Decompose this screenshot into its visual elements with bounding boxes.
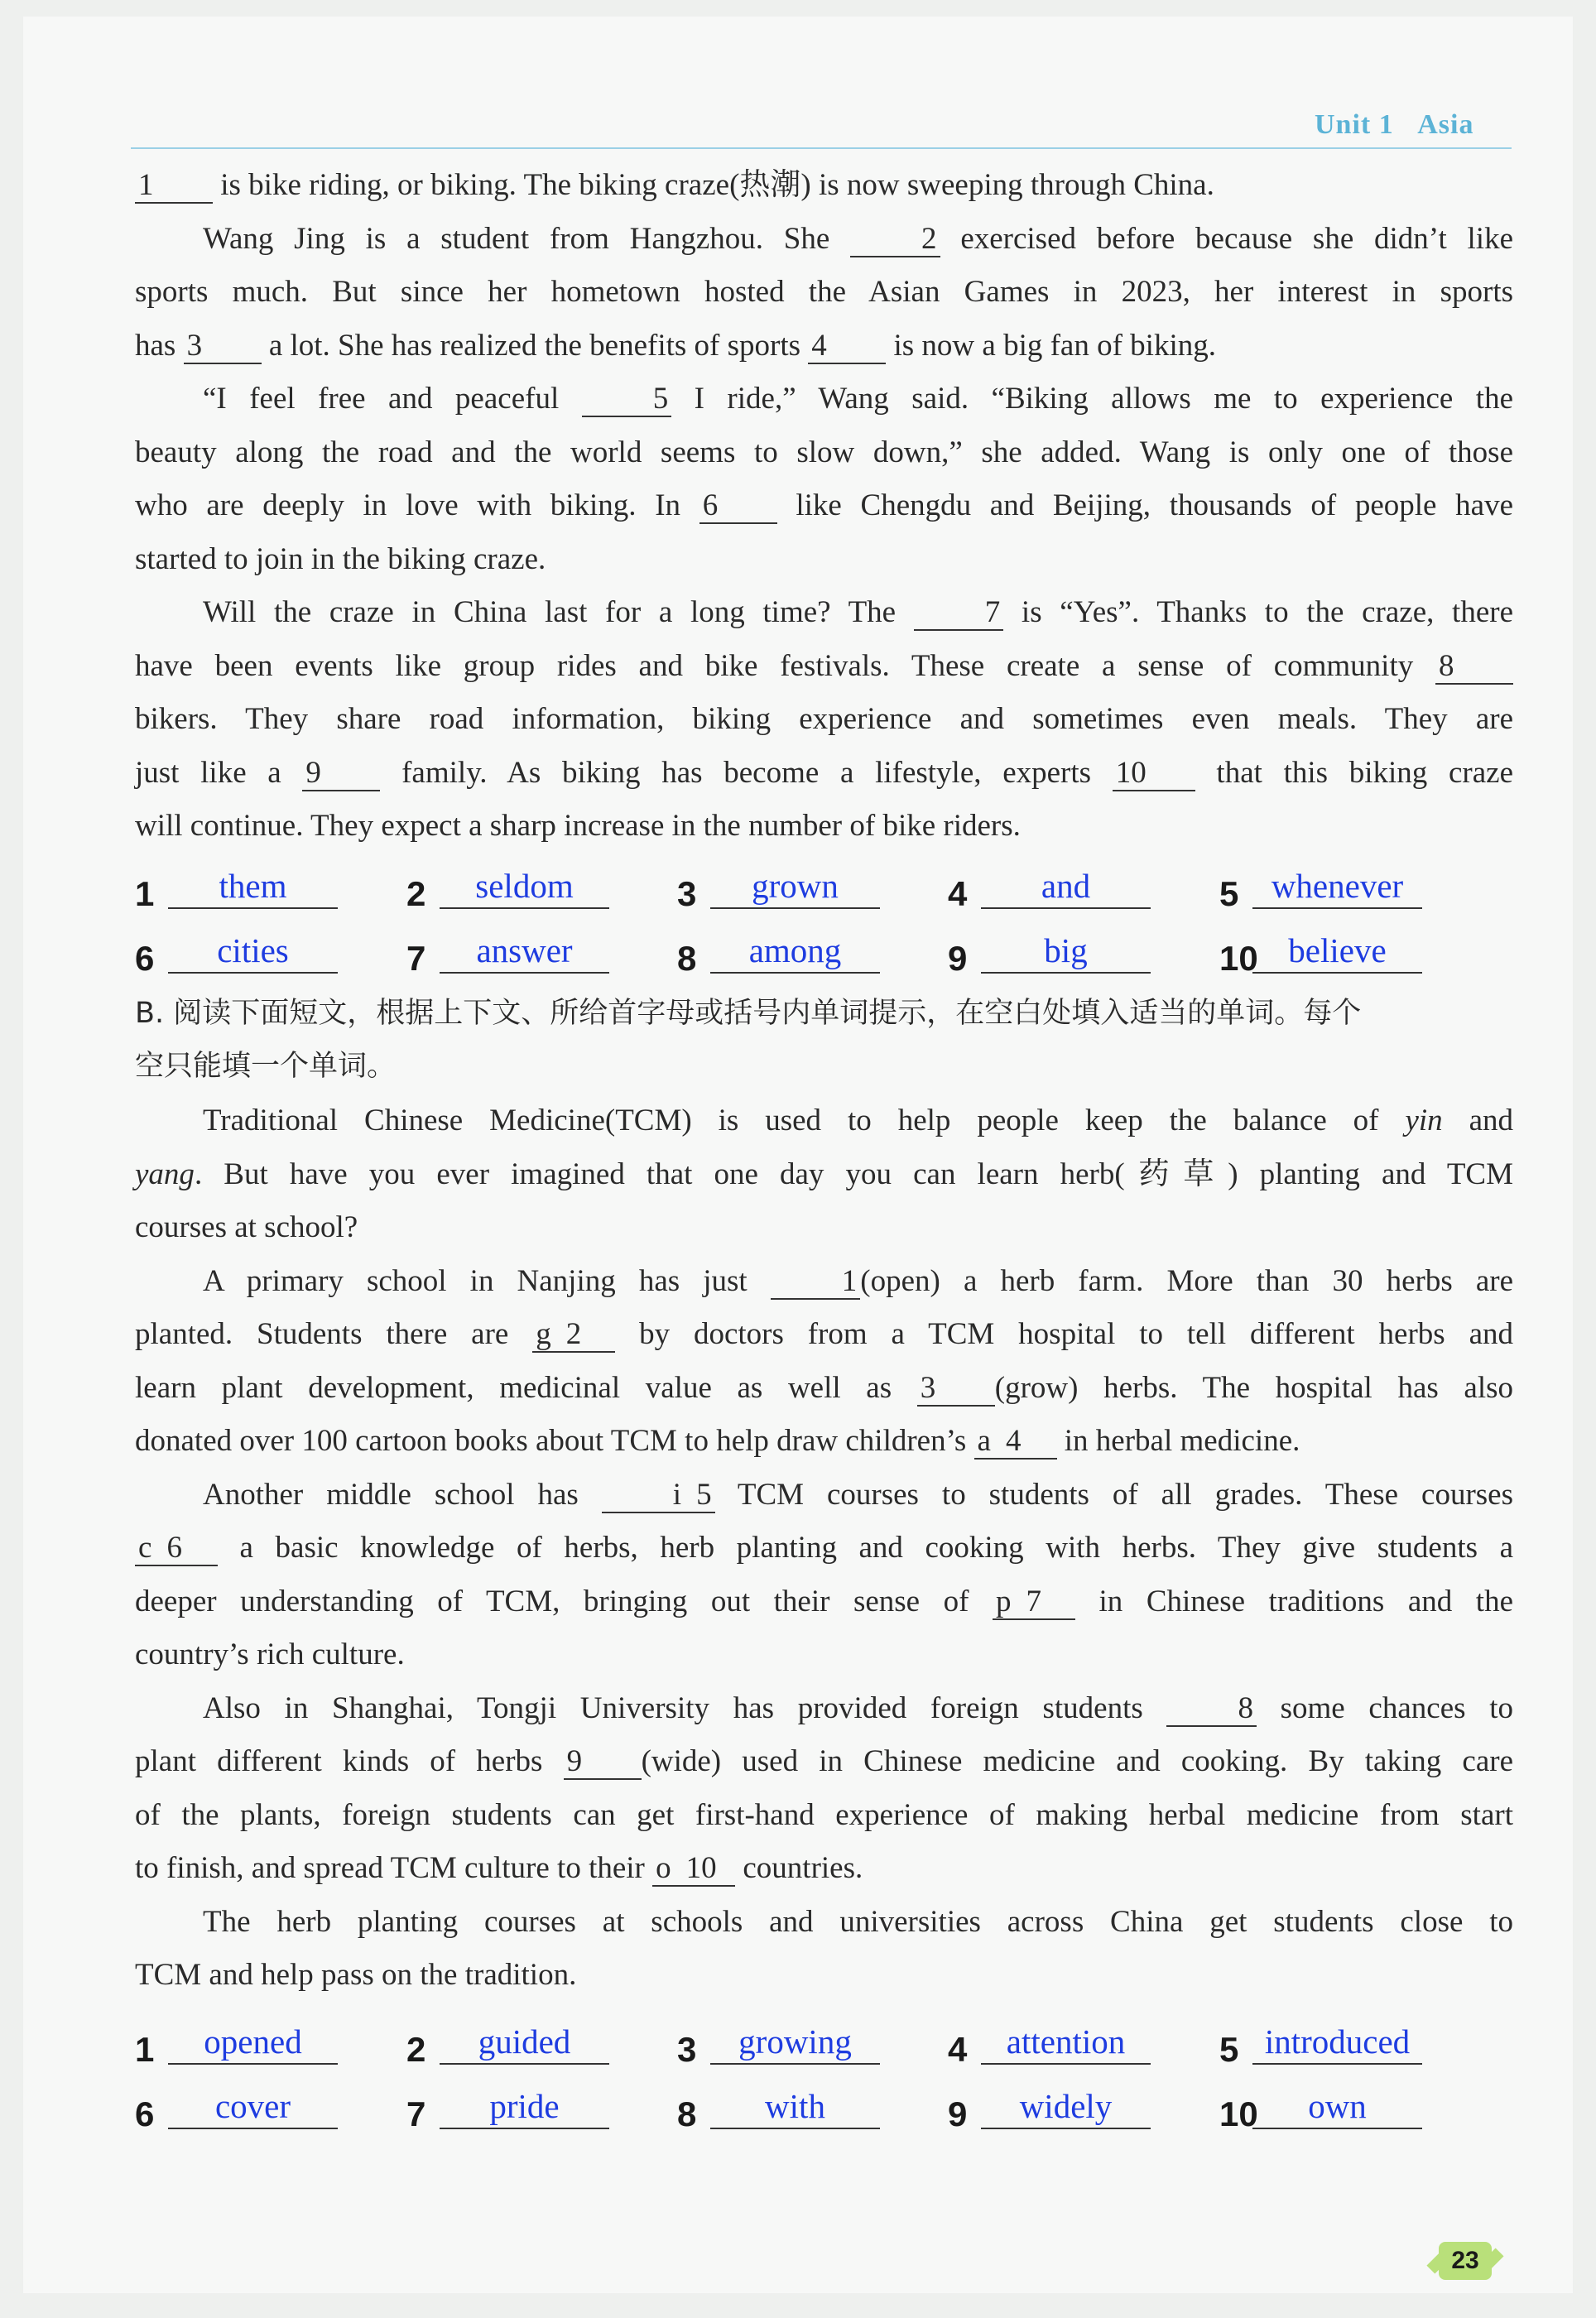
passage-text: family. As biking has become a lifestyle, experts: [380, 755, 1113, 790]
passage-text: . But have you ever imagined that one day you can learn herb(药草) planting and TCM: [194, 1157, 1513, 1191]
passage-text: like Chengdu and Beijing, thousands of people have: [776, 488, 1513, 522]
answer-field[interactable]: big: [981, 931, 1151, 974]
blank-number: 7: [1026, 1584, 1041, 1618]
answer-number: 5: [1219, 2030, 1239, 2069]
answer-number: 10: [1219, 939, 1258, 978]
passage-text: A primary school in Nanjing has just: [203, 1263, 771, 1298]
answer-field[interactable]: guided: [440, 2022, 609, 2065]
answer-field[interactable]: whenever: [1252, 866, 1422, 909]
instruction-line: B. 阅读下面短文，根据上下文、所给首字母或括号内单词提示，在空白处填入适当的单词。每个: [135, 997, 1362, 1030]
answer-number: 7: [406, 2094, 426, 2133]
passage-text: yang: [135, 1157, 195, 1191]
blank-6[interactable]: [135, 1532, 218, 1566]
blank-2[interactable]: 2: [850, 223, 940, 257]
passage-text: “I feel free and peaceful: [203, 382, 582, 416]
passage-text: sports much. But since her hometown hosted the Asian Games in 2023, her interest in sports: [135, 275, 1513, 309]
passage-text: The herb planting courses at schools and universities across China get students close to: [203, 1904, 1513, 1939]
answer-row: [135, 2008, 1526, 2073]
paragraph: [135, 1896, 1513, 2003]
blank-7[interactable]: 7: [914, 596, 1004, 631]
blank-8[interactable]: 8: [1435, 650, 1513, 685]
blank-4[interactable]: 4: [808, 329, 886, 364]
paragraph: [135, 1682, 1513, 1896]
paragraph: [135, 1469, 1513, 1682]
passage-text: Wang Jing is a student from Hangzhou. She: [203, 221, 851, 256]
passage-text: that this biking craze: [1195, 755, 1513, 790]
paragraph: [135, 213, 1513, 373]
passage-text: deeper understanding of TCM, bringing out their sense of: [135, 1584, 993, 1618]
passage-text: (wide) used in Chinese medicine and cooking. By taking care: [641, 1744, 1513, 1778]
unit-label: Unit 1: [1315, 109, 1394, 140]
passage-text: has: [135, 328, 184, 363]
page-number: 23: [1451, 2247, 1479, 2274]
answer-field[interactable]: widely: [981, 2086, 1151, 2129]
passage-text: (grow) herbs. The hospital has also: [994, 1370, 1514, 1405]
passage-text: who are deeply in love with biking. In: [135, 488, 699, 522]
answer-number: 8: [677, 2094, 697, 2133]
answer-number: 4: [948, 874, 968, 913]
blank-9[interactable]: 9: [564, 1745, 642, 1780]
answer-field[interactable]: them: [168, 866, 338, 909]
passage-text: TCM and help pass on the tradition.: [135, 1958, 577, 1992]
passage-text: and: [1442, 1104, 1513, 1137]
passage-text: of the plants, foreign students can get first-hand experience of making herbal medicine from start: [135, 1797, 1513, 1832]
blank-9[interactable]: 9: [302, 757, 380, 791]
answer-field[interactable]: cities: [168, 931, 338, 974]
passage-text: country’s rich culture.: [135, 1638, 405, 1671]
blank-number: 5: [696, 1477, 712, 1512]
blank-number: 2: [565, 1317, 582, 1351]
answer-number: 9: [948, 939, 968, 978]
answers-b: [135, 2008, 1526, 2138]
passage-text: countries.: [735, 1851, 863, 1885]
workbook-page: [23, 17, 1573, 2293]
answers-a: [135, 853, 1526, 982]
passage-text: will continue. They expect a sharp increase in the number of bike riders.: [135, 809, 1021, 843]
passage-text: donated over 100 cartoon books about TCM to help draw children’s: [135, 1424, 974, 1458]
answer-field[interactable]: opened: [168, 2022, 338, 2065]
answer-field[interactable]: grown: [710, 866, 880, 909]
passage-text: exercised before because she didn’t like: [940, 221, 1513, 256]
passage-text: bikers. They share road information, biking experience and sometimes even meals. They are: [135, 702, 1513, 736]
passage-text: is bike riding, or biking. The biking craze(热潮) is now sweeping through China.: [213, 168, 1214, 202]
answer-number: 1: [135, 2030, 155, 2069]
paragraph: [135, 1094, 1513, 1255]
passage-text: in herbal medicine.: [1056, 1424, 1300, 1458]
passage-text: some chances to: [1256, 1690, 1513, 1725]
blank-1[interactable]: 1: [771, 1265, 861, 1300]
page-number-badge: [1439, 2242, 1492, 2280]
unit-header: [1315, 109, 1473, 141]
answer-number: 10: [1219, 2094, 1258, 2133]
passage-text: a basic knowledge of herbs, herb planting and cooking with herbs. They give students a: [218, 1531, 1513, 1565]
hint-letter: i: [672, 1477, 682, 1512]
section-b-instructions: [135, 987, 1513, 1093]
paragraph: [135, 373, 1513, 586]
passage-text: just like a: [135, 755, 303, 790]
answer-field[interactable]: and: [981, 866, 1151, 909]
answer-row: [135, 917, 1526, 982]
answer-field[interactable]: growing: [710, 2022, 880, 2065]
passage-text: by doctors from a TCM hospital to tell different herbs and: [615, 1317, 1513, 1351]
passage-text: beauty along the road and the world seems to slow down,” she added. Wang is only one of those: [135, 435, 1513, 469]
answer-number: 1: [135, 874, 155, 913]
unit-topic: Asia: [1417, 109, 1474, 140]
paragraph: [135, 1255, 1513, 1469]
paragraph: [135, 586, 1513, 854]
blank-10[interactable]: [652, 1852, 735, 1887]
answer-field[interactable]: pride: [440, 2086, 609, 2129]
answer-number: 6: [135, 2094, 155, 2133]
header-rule: [131, 147, 1512, 149]
passage-text: Another middle school has: [203, 1477, 602, 1512]
answer-field[interactable]: attention: [981, 2022, 1151, 2065]
answer-number: 3: [677, 2030, 697, 2069]
blank-number: 4: [1005, 1424, 1022, 1458]
answer-field[interactable]: cover: [168, 2086, 338, 2129]
answer-row: [135, 2073, 1526, 2138]
hint-letter: a: [977, 1424, 991, 1458]
passage-text: I ride,” Wang said. “Biking allows me to experience the: [671, 382, 1514, 416]
answer-field[interactable]: own: [1252, 2086, 1422, 2129]
answer-field[interactable]: answer: [440, 931, 609, 974]
blank-3[interactable]: 3: [917, 1372, 995, 1407]
answer-number: 3: [677, 874, 697, 913]
passage-text: a lot. She has realized the benefits of sports: [261, 328, 809, 363]
blank-8[interactable]: 8: [1166, 1692, 1257, 1727]
passage-text: is now a big fan of biking.: [886, 328, 1216, 363]
answer-field[interactable]: seldom: [440, 866, 609, 909]
blank-5[interactable]: 5: [582, 382, 672, 417]
passage-text: in Chinese traditions and the: [1074, 1584, 1513, 1618]
passage-text: Will the craze in China last for a long time? The: [203, 595, 914, 629]
answer-number: 6: [135, 939, 155, 978]
paragraph: [135, 159, 1513, 213]
passage-text: started to join in the biking craze.: [135, 541, 546, 576]
blank-1[interactable]: 1: [135, 169, 213, 204]
passage-text: (open) a herb farm. More than 30 herbs are: [860, 1263, 1513, 1298]
hint-letter: g: [536, 1317, 551, 1351]
passage-text: plant different kinds of herbs: [135, 1744, 564, 1778]
blank-number: 6: [166, 1531, 182, 1565]
answer-field[interactable]: introduced: [1252, 2022, 1422, 2065]
passage-text: Traditional Chinese Medicine(TCM) is used to help people keep the balance of: [203, 1104, 1406, 1137]
passage-text: planted. Students there are: [135, 1317, 533, 1351]
answer-number: 2: [406, 2030, 426, 2069]
blank-number: 10: [685, 1851, 717, 1885]
blank-10[interactable]: 10: [1113, 757, 1195, 791]
hint-letter: c: [138, 1531, 152, 1565]
blank-5[interactable]: [602, 1479, 715, 1513]
passage-text: to finish, and spread TCM culture to their: [135, 1851, 653, 1885]
passage-text: learn plant development, medicinal value as well as: [135, 1370, 917, 1405]
answer-number: 4: [948, 2030, 968, 2069]
passage-text: have been events like group rides and bike festivals. These create a sense of community: [135, 648, 1435, 683]
passage-b: [135, 1094, 1513, 2003]
blank-7[interactable]: [993, 1585, 1075, 1620]
blank-2[interactable]: [532, 1318, 615, 1353]
answer-number: 9: [948, 2094, 968, 2133]
passage-a: [135, 159, 1513, 854]
hint-letter: o: [656, 1851, 671, 1885]
answer-number: 2: [406, 874, 426, 913]
answer-number: 8: [677, 939, 697, 978]
answer-row: [135, 853, 1526, 917]
passage-text: courses at school?: [135, 1210, 358, 1244]
answer-number: 5: [1219, 874, 1239, 913]
passage-text: TCM courses to students of all grades. These courses: [714, 1477, 1513, 1512]
blank-6[interactable]: 6: [699, 489, 777, 524]
passage-text: yin: [1405, 1104, 1443, 1137]
answer-field[interactable]: among: [710, 931, 880, 974]
blank-3[interactable]: 3: [184, 329, 262, 364]
instruction-line: 空只能填一个单词。: [135, 1050, 397, 1083]
answer-number: 7: [406, 939, 426, 978]
answer-field[interactable]: with: [710, 2086, 880, 2129]
passage-text: is “Yes”. Thanks to the craze, there: [1003, 595, 1513, 629]
passage-text: Also in Shanghai, Tongji University has provided foreign students: [203, 1690, 1167, 1725]
answer-field[interactable]: believe: [1252, 931, 1422, 974]
hint-letter: p: [995, 1584, 1012, 1618]
blank-4[interactable]: [974, 1425, 1057, 1460]
